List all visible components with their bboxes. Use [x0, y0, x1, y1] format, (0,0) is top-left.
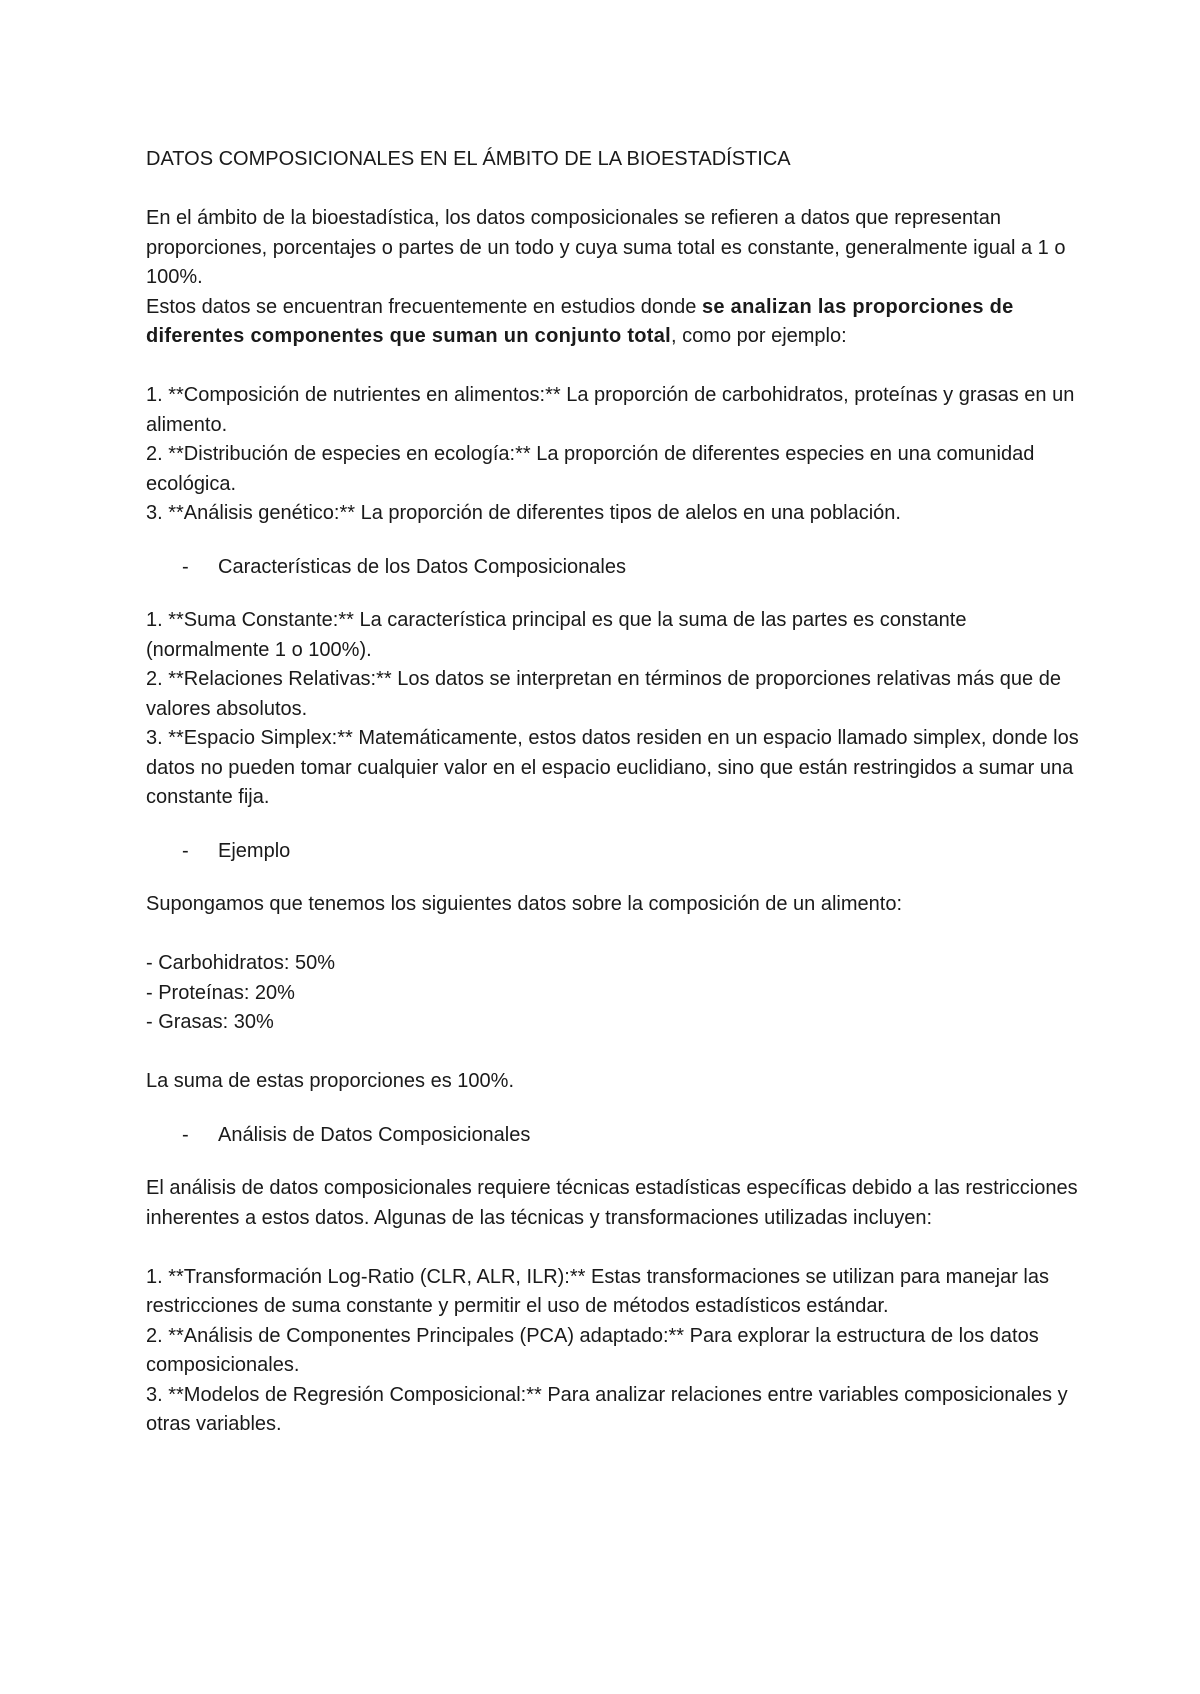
section-heading-text: Características de los Datos Composicionales: [218, 555, 626, 578]
section-heading-analisis: [146, 1121, 1080, 1151]
intro-paragraph-2: [146, 293, 1080, 352]
list-item: - Carbohidratos: 50%: [146, 952, 335, 974]
list-item: 2. **Distribución de especies en ecología:** La proporción de diferentes especies en una comunidad ecológica.: [146, 443, 1035, 495]
section-heading-ejemplo: [146, 837, 1080, 867]
example-sum: La suma de estas proporciones es 100%.: [146, 1070, 514, 1092]
dash-bullet: -: [182, 555, 189, 578]
example-intro: Supongamos que tenemos los siguientes datos sobre la composición de un alimento:: [146, 893, 903, 915]
section-heading-text: Análisis de Datos Composicionales: [218, 1123, 531, 1146]
list-item: - Proteínas: 20%: [146, 981, 295, 1004]
list-item: - Grasas: 30%: [146, 1011, 274, 1033]
list-item: 1. **Composición de nutrientes en alimentos:** La proporción de carbohidratos, proteínas y grasas en un alimento.: [146, 384, 1075, 436]
list-item: 3. **Modelos de Regresión Composicional:** Para analizar relaciones entre variables composicionales y otras variables.: [146, 1383, 1068, 1435]
intro-paragraph-1: En el ámbito de la bioestadística, los datos composicionales se refieren a datos que representan proporciones, porcentajes o partes de un todo y cuya suma total es constante, generalmente igual a 1 o 100%.: [146, 207, 1066, 288]
document-title: DATOS COMPOSICIONALES EN EL ÁMBITO DE LA BIOESTADÍSTICA: [146, 148, 791, 170]
list-item: 3. **Análisis genético:** La proporción de diferentes tipos de alelos en una población.: [146, 502, 901, 524]
section-heading-text: Ejemplo: [218, 839, 291, 862]
intro-bold-text: se analizan las proporciones de diferentes componentes que suman un conjunto total: [146, 295, 1014, 347]
intro-text-after: , como por ejemplo:: [671, 325, 847, 347]
list-item: 2. **Relaciones Relativas:** Los datos se interpretan en términos de proporciones relativas más que de valores absolutos.: [146, 668, 1061, 720]
dash-bullet: -: [182, 1123, 189, 1146]
list-item: 1. **Suma Constante:** La característica principal es que la suma de las partes es constante (normalmente 1 o 100%).: [146, 609, 967, 661]
intro-text-before: Estos datos se encuentran frecuentemente en estudios donde: [146, 295, 702, 318]
list-item: 2. **Análisis de Componentes Principales (PCA) adaptado:** Para explorar la estructura de los datos composicionales.: [146, 1324, 1039, 1376]
dash-bullet: -: [182, 839, 189, 862]
list-item: 1. **Transformación Log-Ratio (CLR, ALR, ILR):** Estas transformaciones se utilizan para manejar las restricciones de suma constante y permitir el uso de métodos estadísticos estándar.: [146, 1265, 1049, 1317]
list-item: 3. **Espacio Simplex:** Matemáticamente, estos datos residen en un espacio llamado simplex, donde los datos no pueden tomar cualquier valor en el espacio euclidiano, sino que están restringidos a sumar una constante fija.: [146, 727, 1079, 808]
section-heading-caracteristicas: [146, 553, 1080, 583]
analysis-intro: El análisis de datos composicionales requiere técnicas estadísticas específicas debido a las restricciones inherentes a estos datos. Algunas de las técnicas y transformaciones utilizadas incluyen:: [146, 1177, 1078, 1229]
